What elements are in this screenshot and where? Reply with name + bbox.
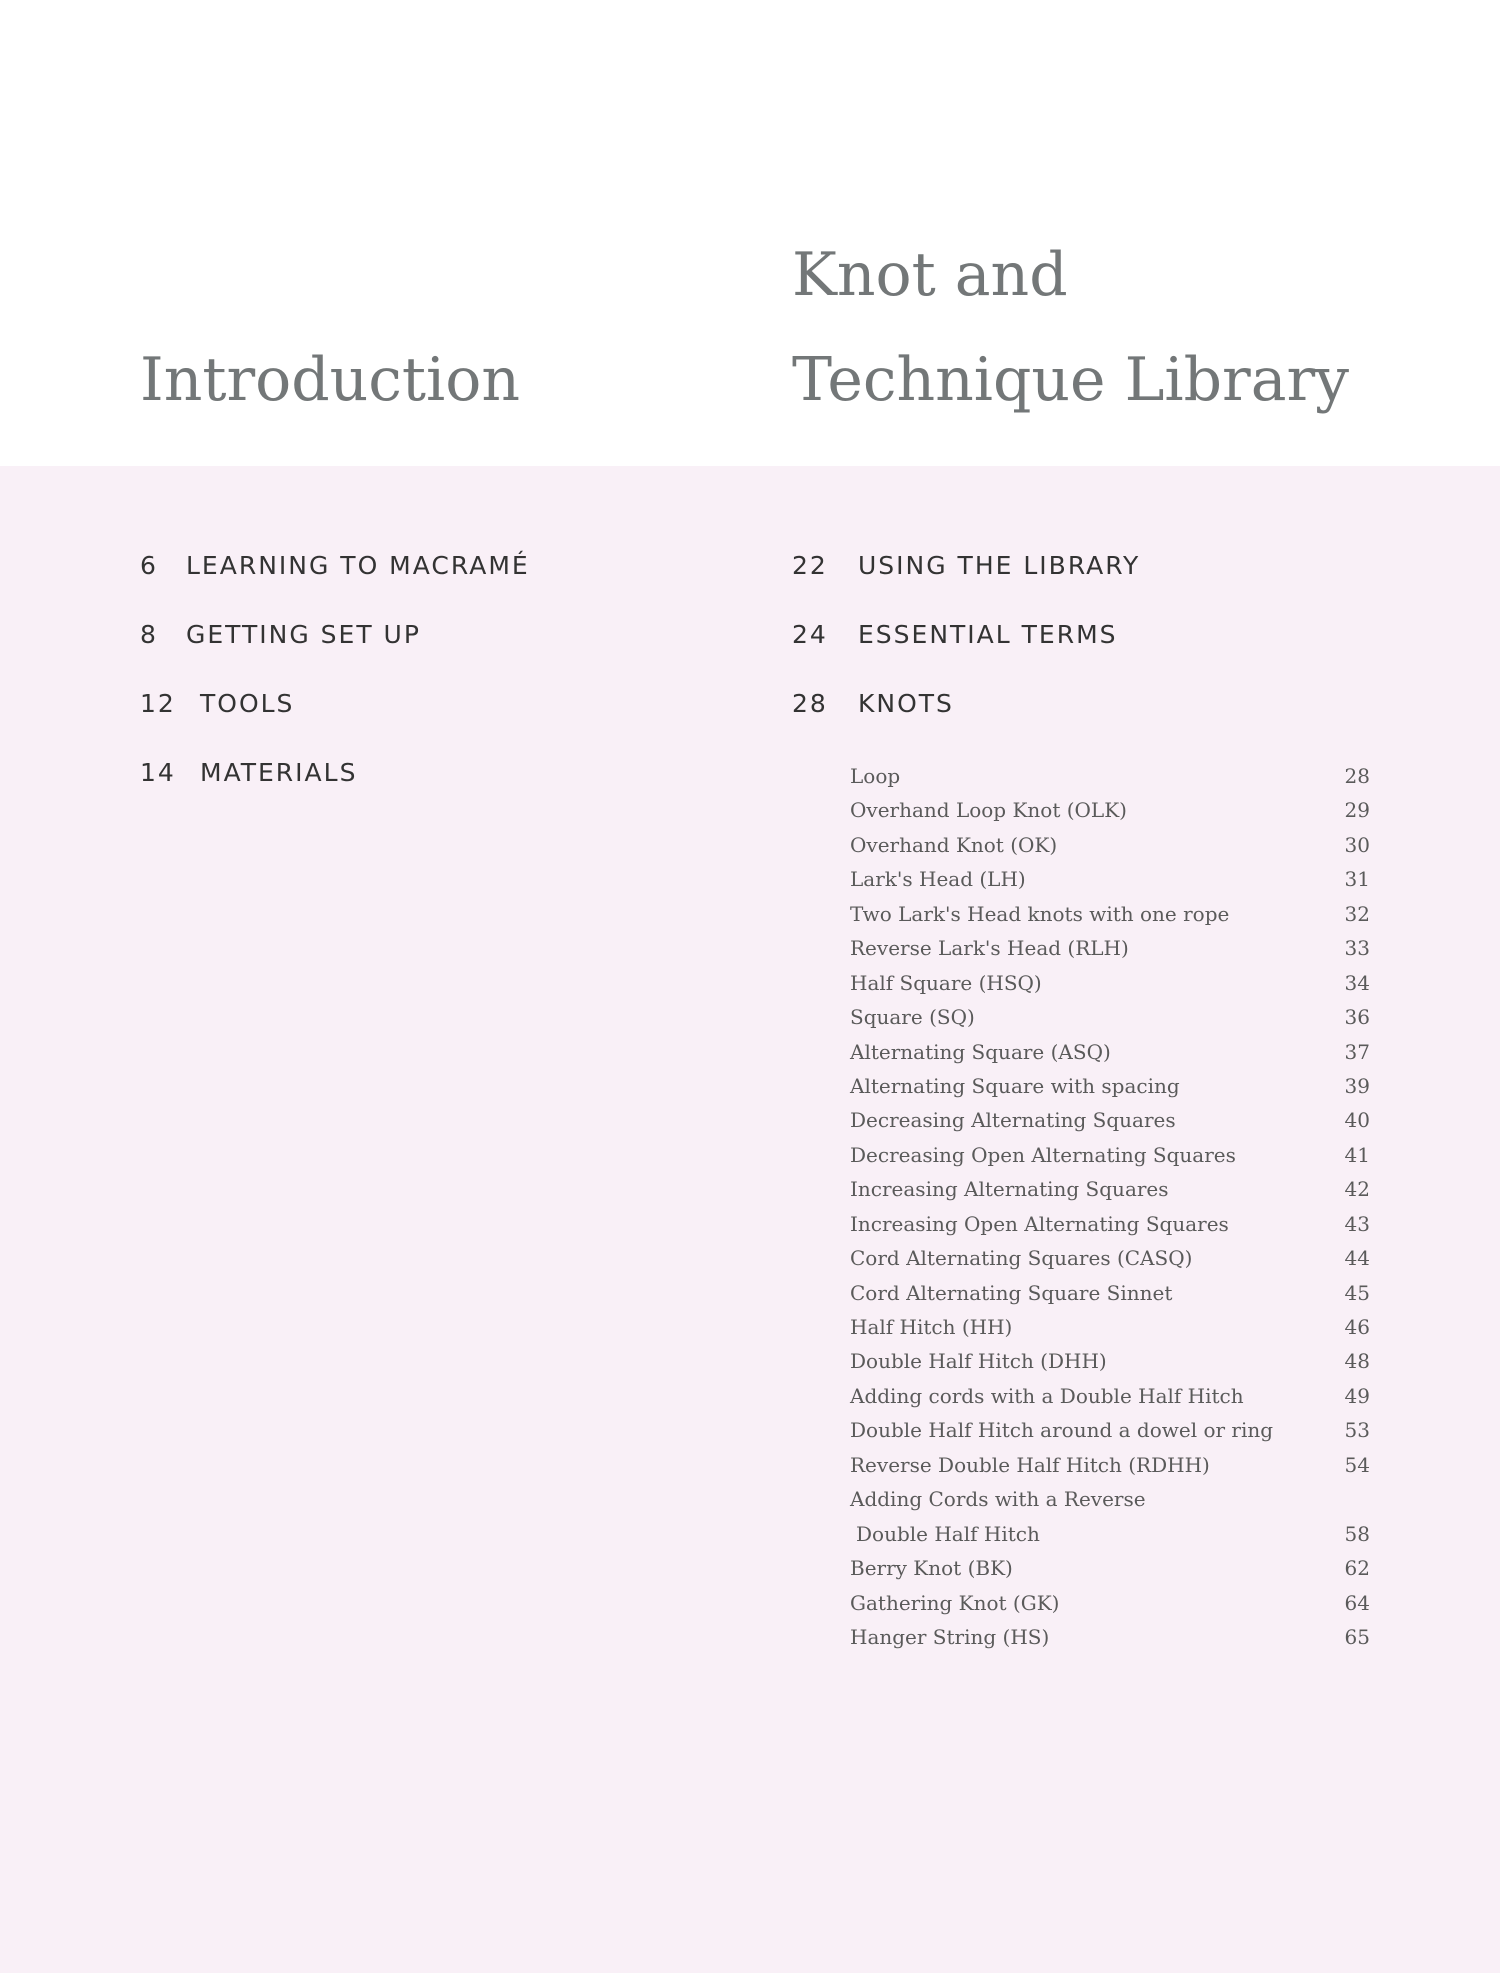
knot-entry[interactable]	[850, 1035, 1370, 1069]
knot-entry[interactable]	[850, 1310, 1370, 1344]
knot-page-number: 42	[1344, 1177, 1370, 1202]
knot-entry[interactable]	[850, 1138, 1370, 1172]
section-label: MATERIALS	[200, 758, 358, 787]
knot-entry[interactable]	[850, 793, 1370, 827]
knot-label: Gathering Knot (GK)	[850, 1590, 1060, 1615]
knot-entry[interactable]	[850, 828, 1370, 862]
knot-page-number: 39	[1344, 1073, 1370, 1098]
knot-entry[interactable]	[850, 1620, 1370, 1654]
knot-label: Hanger String (HS)	[850, 1624, 1050, 1649]
knot-label: Adding Cords with a Reverse	[850, 1487, 1146, 1512]
intro-section-tools[interactable]	[140, 691, 294, 716]
knot-label: Increasing Open Alternating Squares	[850, 1211, 1229, 1236]
knot-page-number: 29	[1344, 798, 1370, 823]
knot-label: Double Half Hitch (DHH)	[850, 1349, 1107, 1374]
knot-entry[interactable]	[850, 1103, 1370, 1137]
knot-label: Berry Knot (BK)	[850, 1556, 1013, 1581]
knot-entry-continuation[interactable]	[850, 1517, 1370, 1551]
knot-list	[850, 759, 1370, 1654]
knot-entry[interactable]	[850, 897, 1370, 931]
section-page-number: 22	[792, 551, 828, 580]
intro-section-materials[interactable]	[140, 760, 357, 785]
knot-entry[interactable]	[850, 1207, 1370, 1241]
knot-label: Cord Alternating Square Sinnet	[850, 1280, 1173, 1305]
library-section-using[interactable]	[792, 553, 1140, 578]
introduction-heading: Introduction	[140, 345, 520, 415]
intro-section-getting-set-up[interactable]	[140, 622, 421, 647]
knot-entry[interactable]	[850, 862, 1370, 896]
section-label: TOOLS	[200, 689, 295, 718]
knot-page-number: 31	[1344, 867, 1370, 892]
intro-section-learning[interactable]	[140, 553, 530, 578]
knot-page-number: 36	[1344, 1005, 1370, 1030]
knot-label: Two Lark's Head knots with one rope	[850, 901, 1230, 926]
knot-entry[interactable]	[850, 1344, 1370, 1378]
section-label: KNOTS	[858, 689, 954, 718]
section-page-number: 14	[140, 758, 176, 787]
knot-entry[interactable]	[850, 931, 1370, 965]
knot-page-number: 54	[1344, 1452, 1370, 1477]
knot-page-number: 45	[1344, 1280, 1370, 1305]
knot-page-number: 37	[1344, 1039, 1370, 1064]
knot-page-number: 32	[1344, 901, 1370, 926]
knot-label: Half Hitch (HH)	[850, 1315, 1013, 1339]
knot-page-number: 28	[1344, 764, 1370, 788]
knot-entry[interactable]	[850, 759, 1370, 793]
knot-entry[interactable]	[850, 966, 1370, 1000]
library-heading-line-1: Knot and	[792, 240, 1068, 310]
library-heading-line-2: Technique Library	[792, 345, 1350, 415]
section-label: LEARNING TO MACRAMÉ	[186, 551, 530, 580]
knot-label: Decreasing Alternating Squares	[850, 1108, 1176, 1133]
knot-entry[interactable]	[850, 1069, 1370, 1103]
knot-label: Alternating Square with spacing	[850, 1073, 1180, 1098]
knot-page-number: 48	[1344, 1349, 1370, 1374]
knot-entry[interactable]	[850, 1482, 1370, 1516]
knot-page-number: 53	[1344, 1418, 1370, 1443]
knot-label: Overhand Loop Knot (OLK)	[850, 798, 1127, 823]
knot-page-number: 58	[1344, 1521, 1370, 1546]
knot-entry[interactable]	[850, 1448, 1370, 1482]
knot-page-number: 41	[1344, 1142, 1370, 1167]
knot-page-number: 33	[1344, 936, 1370, 961]
section-page-number: 24	[792, 620, 828, 649]
library-section-essential-terms[interactable]	[792, 622, 1118, 647]
knot-label: Reverse Lark's Head (RLH)	[850, 936, 1129, 961]
knot-page-number: 46	[1344, 1315, 1370, 1339]
knot-entry[interactable]	[850, 1241, 1370, 1275]
knot-label: Adding cords with a Double Half Hitch	[850, 1383, 1244, 1408]
section-label: GETTING SET UP	[186, 620, 421, 649]
knot-label: Half Square (HSQ)	[850, 970, 1042, 995]
knot-entry[interactable]	[850, 1000, 1370, 1034]
knot-page-number: 49	[1344, 1383, 1370, 1408]
library-section-knots[interactable]	[792, 691, 954, 716]
section-page-number: 6	[140, 551, 158, 580]
knot-page-number: 40	[1344, 1108, 1370, 1133]
knot-page-number: 43	[1344, 1211, 1370, 1236]
knot-label: Reverse Double Half Hitch (RDHH)	[850, 1452, 1210, 1477]
knot-entry[interactable]	[850, 1551, 1370, 1585]
knot-label: Increasing Alternating Squares	[850, 1177, 1169, 1202]
knot-label: Double Half Hitch	[856, 1521, 1040, 1546]
section-label: USING THE LIBRARY	[858, 551, 1141, 580]
knot-entry[interactable]	[850, 1413, 1370, 1447]
knot-page-number: 65	[1344, 1624, 1370, 1649]
knot-page-number: 30	[1344, 832, 1370, 857]
knot-page-number: 62	[1344, 1556, 1370, 1581]
knot-label: Lark's Head (LH)	[850, 867, 1026, 892]
knot-page-number: 64	[1344, 1590, 1370, 1615]
knot-page-number: 44	[1344, 1246, 1370, 1271]
knot-entry[interactable]	[850, 1172, 1370, 1206]
section-label: ESSENTIAL TERMS	[858, 620, 1118, 649]
knot-label: Decreasing Open Alternating Squares	[850, 1142, 1236, 1167]
knot-label: Overhand Knot (OK)	[850, 832, 1058, 857]
section-page-number: 8	[140, 620, 158, 649]
knot-page-number: 34	[1344, 970, 1370, 995]
knot-label: Cord Alternating Squares (CASQ)	[850, 1246, 1193, 1271]
knot-entry[interactable]	[850, 1586, 1370, 1620]
knot-entry[interactable]	[850, 1379, 1370, 1413]
knot-label: Alternating Square (ASQ)	[850, 1039, 1111, 1064]
knot-label: Double Half Hitch around a dowel or ring	[850, 1418, 1274, 1443]
section-page-number: 28	[792, 689, 828, 718]
section-page-number: 12	[140, 689, 176, 718]
knot-label: Loop	[850, 764, 901, 788]
knot-label: Square (SQ)	[850, 1005, 975, 1030]
knot-entry[interactable]	[850, 1276, 1370, 1310]
